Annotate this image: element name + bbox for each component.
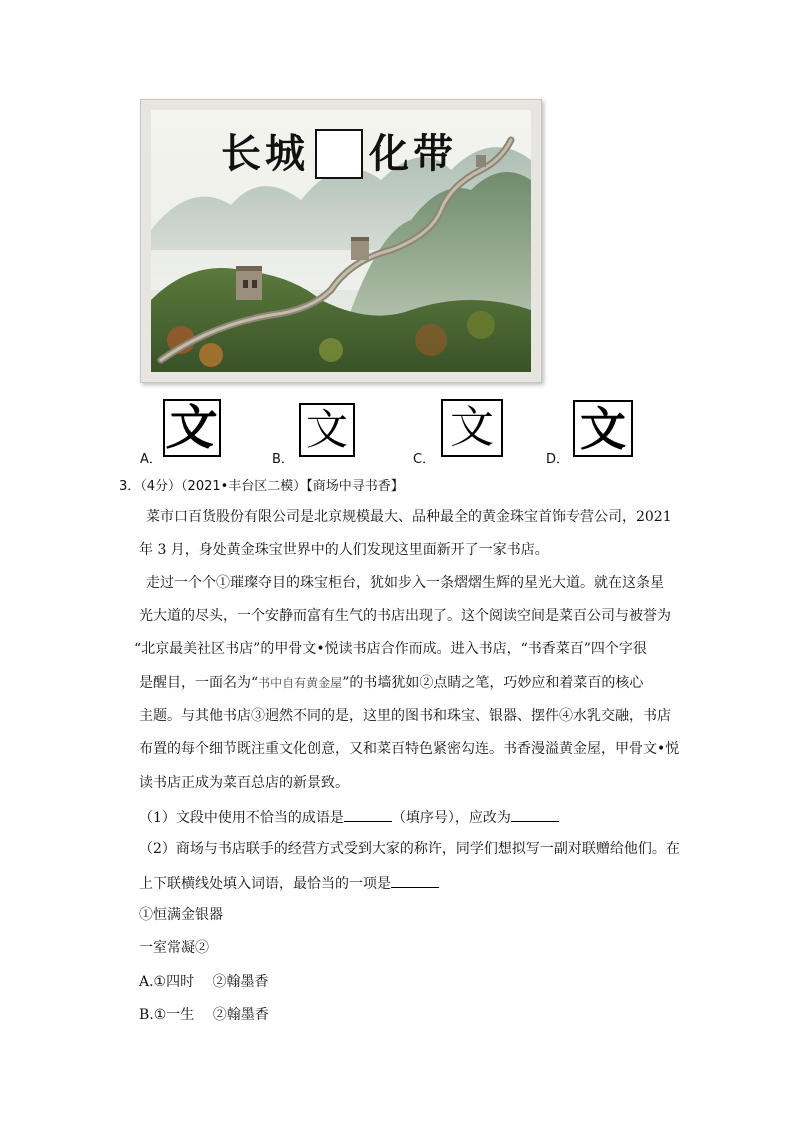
painting-title-blank-box xyxy=(315,129,363,179)
answer-blank-2[interactable] xyxy=(511,809,559,822)
great-wall-painting xyxy=(151,110,531,372)
option-d-glyph: 文 xyxy=(580,401,626,456)
choice-b[interactable]: B.①一生 ②翰墨香 xyxy=(139,1007,269,1023)
passage-p2-line4-start: 是醒目，一面名为“ xyxy=(139,675,259,691)
passage-p2-line3: “北京最美社区书店”的甲骨文•悦读书店合作而成。进入书店，“书香菜百”四个字很 xyxy=(134,641,647,657)
passage-p2-line4-end: ”的书墙犹如②点睛之笔，巧妙应和着菜百的核心 xyxy=(342,675,644,691)
sub-question-1 xyxy=(139,809,559,825)
choice-a[interactable]: A.①四时 ②翰墨香 xyxy=(139,974,269,990)
sub-question-1-part1: （1）文段中使用不恰当的成语是 xyxy=(139,810,344,826)
option-a-glyph-box[interactable] xyxy=(163,399,221,457)
option-c-label[interactable]: C． xyxy=(413,452,436,467)
question-3-header: 3．（4分）（2021•丰台区二模）【商场中寻书香】 xyxy=(119,479,404,494)
option-b-glyph-box[interactable] xyxy=(299,403,355,457)
sub-question-1-part2: （填序号），应改为 xyxy=(391,810,511,826)
painting-title xyxy=(221,124,457,184)
option-d-label[interactable]: D． xyxy=(546,452,570,467)
couplet-upper: ①恒满金银器 xyxy=(139,907,223,923)
couplet-lower: 一室常凝② xyxy=(139,940,209,956)
passage-p1-line1: 菜市口百货股份有限公司是北京规模最大、品种最全的黄金珠宝首饰专营公司，2021 xyxy=(146,509,672,525)
option-b-label[interactable]: B． xyxy=(272,452,294,467)
passage-p2-line2: 光大道的尽头，一个安静而富有生气的书店出现了。这个阅读空间是菜百公司与被誉为 xyxy=(139,608,671,624)
sub-question-2-line2 xyxy=(139,875,439,891)
option-a-label[interactable]: A． xyxy=(140,452,162,467)
passage-p2-line5: 主题。与其他书店③迥然不同的是，这里的图书和珠宝、银器、摆件④水乳交融，书店 xyxy=(139,708,671,724)
option-c-glyph: 文 xyxy=(450,402,494,453)
answer-blank-1[interactable] xyxy=(344,809,392,822)
passage-p2-line1: 走过一个个①璀璨夺目的珠宝柜台，犹如步入一条熠熠生辉的星光大道。就在这条星 xyxy=(146,575,664,591)
painting-title-right: 化带 xyxy=(369,130,457,177)
passage-p2-line4 xyxy=(139,676,643,690)
bookwall-name: 书中自有黄金屋 xyxy=(258,676,343,690)
option-d-glyph-box[interactable] xyxy=(573,400,633,457)
option-b-glyph: 文 xyxy=(305,405,348,454)
picture-frame xyxy=(140,99,542,383)
painting-title-left: 长城 xyxy=(221,130,309,177)
sub-question-2-line2-text: 上下联横线处填入词语，最恰当的一项是 xyxy=(139,876,391,892)
passage-p1-line2: 年 3 月，身处黄金珠宝世界中的人们发现这里面新开了一家书店。 xyxy=(139,542,549,558)
option-c-glyph-box[interactable] xyxy=(441,399,503,457)
sub-question-2-line1: （2）商场与书店联手的经营方式受到大家的称许，同学们想拟写一副对联赠给他们。在 xyxy=(139,841,680,857)
option-a-glyph: 文 xyxy=(164,400,220,456)
passage-p2-line6: 布置的每个细节既注重文化创意，又和菜百特色紧密勾连。书香漫溢黄金屋，甲骨文•悦 xyxy=(139,741,680,757)
passage-p2-line7: 读书店正成为菜百总店的新景致。 xyxy=(139,775,349,791)
answer-blank-3[interactable] xyxy=(391,875,439,888)
